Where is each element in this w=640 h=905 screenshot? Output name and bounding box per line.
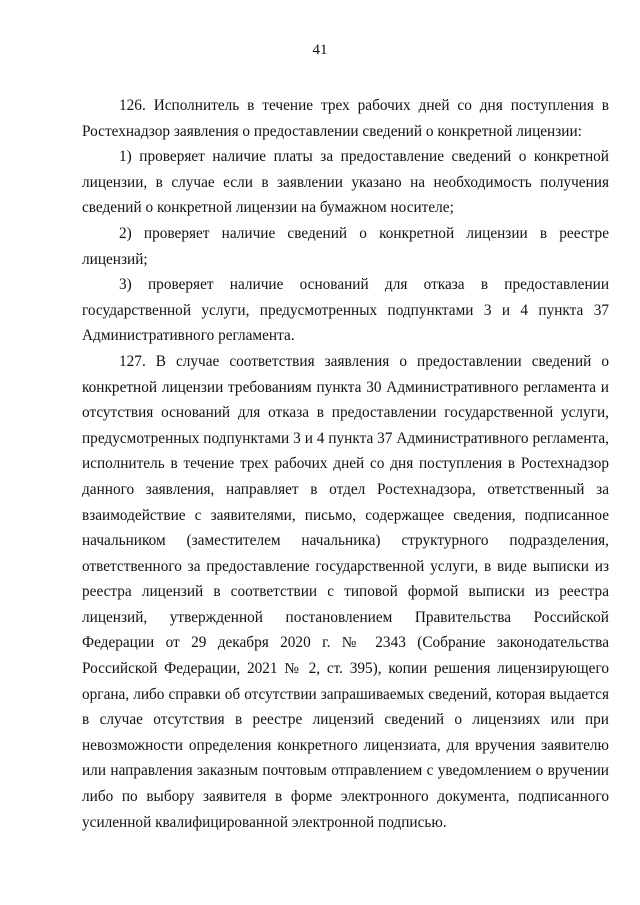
paragraph-126-item-1: 1) проверяет наличие платы за предоставление сведений о конкретной лицензии, в случае если в заявлении указано на необходимость получения сведений о конкретной лицензии на бумажном носителе;	[82, 148, 609, 217]
paragraph-127: 127. В случае соответствия заявления о предоставлении сведений о конкретной лицензии требованиям пункта 30 Административного регламента и отсутствия оснований для отказа в предоставлении государственной услуги, предусмотренных подпунктами 3 и 4 пункта 37 Административного регламента, исполнитель в течение трех рабочих дней со дня поступления в Ростехнадзор данного заявления, направляет в отдел Ростехнадзора, ответственный за взаимодействие с заявителями, письмо, содержащее сведения, подписанное начальником (заместителем начальника) структурного подразделения, ответственного за предоставление государственной услуги, в виде выписки из реестра лицензий в соответствии с типовой формой выписки из реестра лицензий, утвержденной постановлением Правительства Российской Федерации от 29 декабря 2020 г. № 2343 (Собрание законодательства Российской Федерации, 2021 № 2, ст. 395), копии решения лицензирующего органа, либо справки об отсутствии запрашиваемых сведений, которая выдается в случае отсутствия в реестре лицензий сведений о лицензиях или при невозможности определения конкретного лицензиата, для вручения заявителю или направления заказным почтовым отправлением с уведомлением о вручении либо по выбору заявителя в форме электронного документа, подписанного усиленной квалифицированной электронной подписью.	[82, 352, 609, 831]
paragraph-126-item-2: 2) проверяет наличие сведений о конкретной лицензии в реестре лицензий;	[82, 224, 609, 268]
page-number: 41	[312, 42, 328, 58]
document-body	[82, 93, 609, 835]
paragraph-126-item-3: 3) проверяет наличие оснований для отказа в предоставлении государственной услуги, предусмотренных подпунктами 3 и 4 пункта 37 Административного регламента.	[82, 276, 609, 345]
paragraph-126-intro: 126. Исполнитель в течение трех рабочих дней со дня поступления в Ростехнадзор заявления о предоставлении сведений о конкретной лицензии:	[82, 97, 609, 140]
